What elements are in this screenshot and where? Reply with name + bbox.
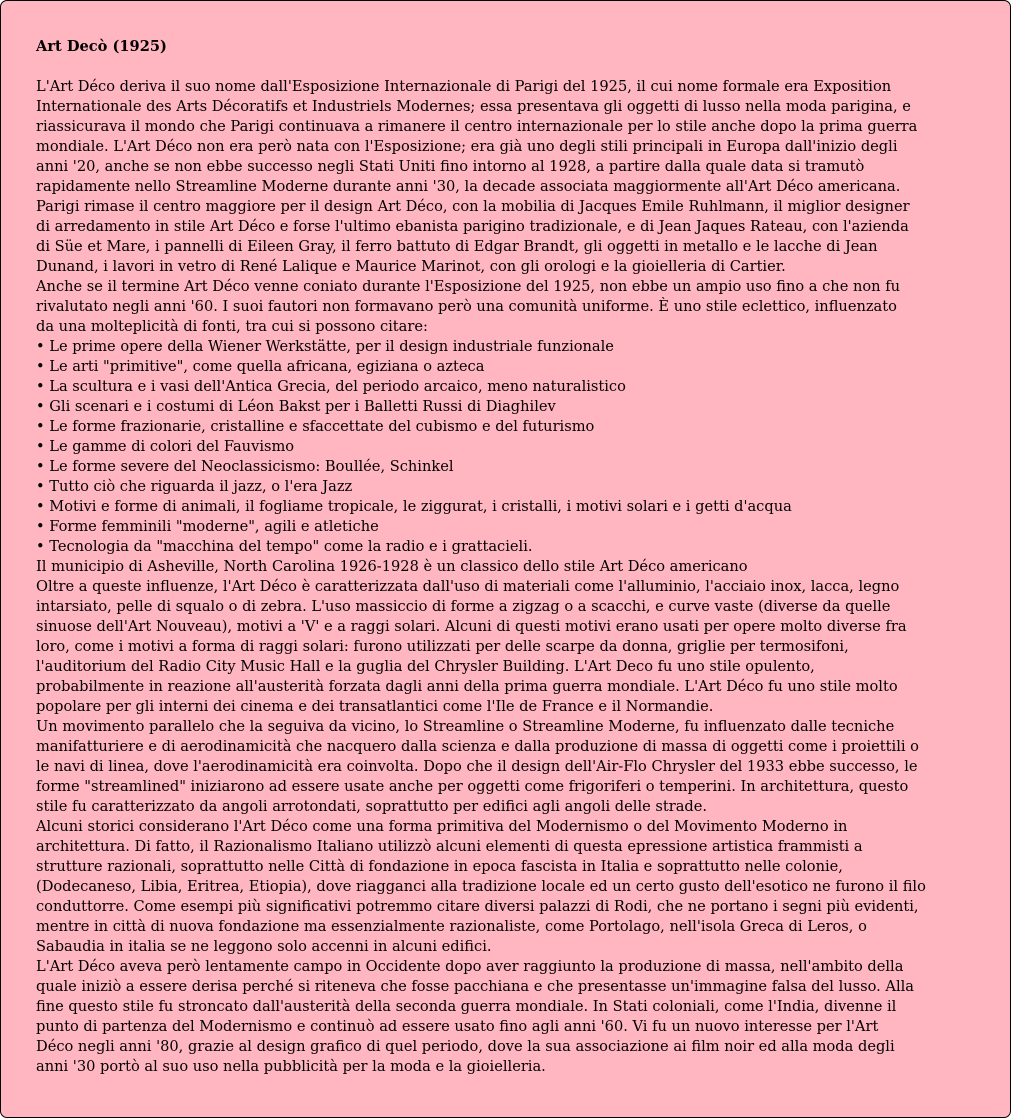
text-line: Sabaudia in italia se ne leggono solo accenni in alcuni edifici. xyxy=(36,938,492,955)
text-line: • La scultura e i vasi dell'Antica Grecia, del periodo arcaico, meno naturalistico xyxy=(36,378,626,395)
text-line: di Süe et Mare, i pannelli di Eileen Gray, il ferro battuto di Edgar Brandt, gli oggetti in metallo e le lacche di Jean xyxy=(36,238,878,255)
text-line: Internationale des Arts Décoratifs et Industriels Modernes; essa presentava gli oggetti di lusso nella moda parigina, e xyxy=(36,98,911,115)
article-title: Art Decò (1925) xyxy=(36,38,167,55)
text-line: strutture razionali, soprattutto nelle Città di fondazione in epoca fascista in Italia e soprattutto nelle colonie, xyxy=(36,858,843,875)
text-line: le navi di linea, dove l'aerodinamicità era coinvolta. Dopo che il design dell'Air-Flo Chrysler del 1933 ebbe successo, le xyxy=(36,758,918,775)
text-line: forme "streamlined" iniziarono ad essere usate anche per oggetti come frigoriferi o temperini. In architettura, questo xyxy=(36,778,909,795)
text-line: Oltre a queste influenze, l'Art Déco è caratterizzata dall'uso di materiali come l'alluminio, l'acciaio inox, lacca, legno xyxy=(36,578,900,595)
text-line: fine questo stile fu stroncato dall'austerità della seconda guerra mondiale. In Stati coloniali, come l'India, divenne il xyxy=(36,998,897,1015)
text-line: loro, come i motivi a forma di raggi solari: furono utilizzati per delle scarpe da donna, griglie per termosifoni, xyxy=(36,638,849,655)
text-line: stile fu caratterizzato da angoli arrotondati, soprattutto per edifici agli angoli delle strade. xyxy=(36,798,708,815)
text-line: da una molteplicità di fonti, tra cui si possono citare: xyxy=(36,318,428,335)
text-line: • Gli scenari e i costumi di Léon Bakst per i Balletti Russi di Diaghilev xyxy=(36,398,556,415)
text-line: Un movimento parallelo che la seguiva da vicino, lo Streamline o Streamline Moderne, fu influenzato dalle tecniche xyxy=(36,718,895,735)
text-line: riassicurava il mondo che Parigi continuava a rimanere il centro internazionale per lo stile anche dopo la prima guerra xyxy=(36,118,918,135)
text-line: Alcuni storici considerano l'Art Déco come una forma primitiva del Modernismo o del Movimento Moderno in xyxy=(36,818,848,835)
text-line: anni '20, anche se non ebbe successo negli Stati Uniti fino intorno al 1928, a partire dalla quale data si tramutò xyxy=(36,158,865,175)
text-line: • Le gamme di colori del Fauvismo xyxy=(36,438,295,455)
text-line: L'Art Déco deriva il suo nome dall'Esposizione Internazionale di Parigi del 1925, il cui nome formale era Exposition xyxy=(36,78,892,95)
text-line: rapidamente nello Streamline Moderne durante anni '30, la decade associata maggiormente all'Art Déco americana. xyxy=(36,178,901,195)
text-line: probabilmente in reazione all'austerità forzata dagli anni della prima guerra mondiale. L'Art Déco fu uno stile molto xyxy=(36,678,898,695)
text-line: • Forme femminili "moderne", agili e atletiche xyxy=(36,518,379,535)
text-line: • Le prime opere della Wiener Werkstätte, per il design industriale funzionale xyxy=(36,338,614,355)
text-line: punto di partenza del Modernismo e continuò ad essere usato fino agli anni '60. Vi fu un nuovo interesse per l'Art xyxy=(36,1018,879,1035)
text-line: • Le forme frazionarie, cristalline e sfaccettate del cubismo e del futurismo xyxy=(36,418,595,435)
text-line: anni '30 portò al suo uso nella pubblicità per la moda e la gioielleria. xyxy=(36,1058,546,1075)
text-line: sinuose dell'Art Nouveau), motivi a 'V' e a raggi solari. Alcuni di questi motivi erano usati per opere molto diverse fra xyxy=(36,618,907,635)
text-line: manifatturiere e di aerodinamicità che nacquero dalla scienza e dalla produzione di massa di oggetti come i proiettili o xyxy=(36,738,919,755)
text-line: mentre in città di nuova fondazione ma essenzialmente razionaliste, come Portolago, nell'isola Greca di Leros, o xyxy=(36,918,867,935)
text-line: • Le arti "primitive", come quella africana, egiziana o azteca xyxy=(36,358,485,375)
text-line: (Dodecaneso, Libia, Eritrea, Etiopia), dove riagganci alla tradizione locale ed un certo gusto dell'esotico ne furono il filo xyxy=(36,878,926,895)
text-line: • Le forme severe del Neoclassicismo: Boullée, Schinkel xyxy=(36,458,454,475)
article-body xyxy=(36,77,976,1077)
text-line: mondiale. L'Art Déco non era però nata con l'Esposizione; era già uno degli stili principali in Europa dall'inizio degli xyxy=(36,138,898,155)
text-line: Parigi rimase il centro maggiore per il design Art Déco, con la mobilia di Jacques Emile Ruhlmann, il miglior designer xyxy=(36,198,910,215)
text-line: L'Art Déco aveva però lentamente campo in Occidente dopo aver raggiunto la produzione di massa, nell'ambito della xyxy=(36,958,904,975)
text-line: intarsiato, pelle di squalo o di zebra. L'uso massiccio di forme a zigzag o a scacchi, e curve vaste (diverse da quelle xyxy=(36,598,891,615)
text-line: Dunand, i lavori in vetro di René Lalique e Maurice Marinot, con gli orologi e la gioielleria di Cartier. xyxy=(36,258,786,275)
text-line: quale iniziò a essere derisa perché si riteneva che fosse pacchiana e che presentasse un'immagine falsa del lusso. Alla xyxy=(36,978,915,995)
text-line: l'auditorium del Radio City Music Hall e la guglia del Chrysler Building. L'Art Deco fu uno stile opulento, xyxy=(36,658,815,675)
text-line: • Tecnologia da "macchina del tempo" come la radio e i grattacieli. xyxy=(36,538,533,555)
text-line: conduttorre. Come esempi più significativi potremmo citare diversi palazzi di Rodi, che ne portano i segni più evidenti, xyxy=(36,898,919,915)
text-line: Déco negli anni '80, grazie al design grafico di quel periodo, dove la sua associazione ai film noir ed alla moda degli xyxy=(36,1038,895,1055)
text-line: Il municipio di Asheville, North Carolina 1926-1928 è un classico dello stile Art Déco americano xyxy=(36,558,748,575)
text-line: popolare per gli interni dei cinema e dei transatlantici come l'Ile de France e il Normandie. xyxy=(36,698,714,715)
text-line: Anche se il termine Art Déco venne coniato durante l'Esposizione del 1925, non ebbe un ampio uso fino a che non fu xyxy=(36,278,901,295)
text-line: di arredamento in stile Art Déco e forse l'ultimo ebanista parigino tradizionale, e di Jean Jaques Rateau, con l'azienda xyxy=(36,218,909,235)
text-line: architettura. Di fatto, il Razionalismo Italiano utilizzò alcuni elementi di questa epressione artistica frammisti a xyxy=(36,838,863,855)
text-line: • Tutto ciò che riguarda il jazz, o l'era Jazz xyxy=(36,478,353,495)
text-line: • Motivi e forme di animali, il fogliame tropicale, le ziggurat, i cristalli, i motivi solari e i getti d'acqua xyxy=(36,498,792,515)
text-line: rivalutato negli anni '60. I suoi fautori non formavano però una comunità uniforme. È uno stile eclettico, influenzato xyxy=(36,298,897,315)
